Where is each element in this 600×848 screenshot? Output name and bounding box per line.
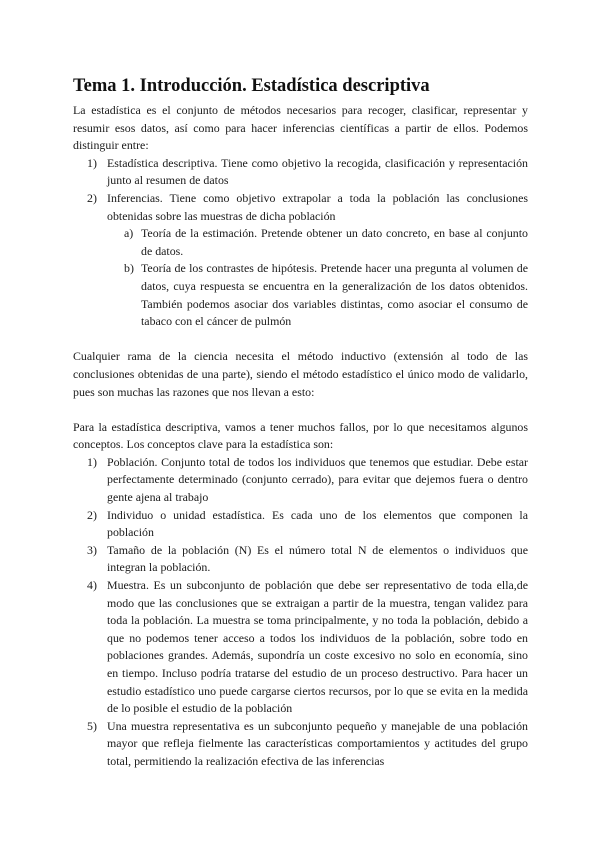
- list-item: [73, 577, 528, 718]
- list-item: [107, 260, 528, 330]
- list-item-text: Inferencias. Tiene como objetivo extrapolar a toda la población las conclusiones obtenidas sobre las muestras de dicha población: [107, 190, 528, 223]
- list-item-text: Teoría de los contrastes de hipótesis. Pretende hacer una pregunta al volumen de datos, cuya respuesta se encuentra en la generalización de los datos obtenidos. También podemos asociar dos variables distintas, como asociar el consumo de tabaco con el cáncer de pulmón: [141, 261, 528, 329]
- spacer: [73, 401, 528, 419]
- branches-list: [73, 155, 528, 331]
- list-item: [73, 718, 528, 771]
- list-number: 2): [87, 190, 97, 205]
- list-item-text: Muestra. Es un subconjunto de población que debe ser representativo de toda ella,de modo que las conclusiones que se extraigan a partir de la muestra, tengan validez para toda la población. La muestra se toma principalmente, y no toda la población, debido a que no podemos tener acceso a todos los individuos de la población, sobre todo en poblaciones grandes. Además, supondría un coste excesivo no solo en economía, sino en tiempo. Incluso podría tratarse del estudio de un proceso destructivo. Para hacer un estudio estadístico uno puede cargarse ciertos recursos, por lo que se evita en la medida de lo posible el estudio de la población: [107, 578, 528, 716]
- inference-types-list: [107, 225, 528, 331]
- key-concepts-paragraph: Para la estadística descriptiva, vamos a tener muchos fallos, por lo que necesitamos algunos conceptos. Los conceptos clave para la estadística son:: [73, 419, 528, 452]
- list-item-text: Estadística descriptiva. Tiene como objetivo la recogida, clasificación y representación junto al resumen de datos: [107, 155, 528, 188]
- spacer: [73, 331, 528, 349]
- list-item: [73, 542, 528, 577]
- list-number: 1): [87, 454, 97, 469]
- document-page: [73, 74, 528, 771]
- list-letter: a): [124, 226, 134, 241]
- list-item: [107, 225, 528, 260]
- list-item: [73, 190, 528, 331]
- list-number: 1): [87, 155, 97, 170]
- list-number: 5): [87, 718, 97, 733]
- list-number: 3): [87, 542, 97, 557]
- list-item-text: Una muestra representativa es un subconjunto pequeño y manejable de una población mayor que refleja fielmente las características comportamientos y actitudes del grupo total, permitiendo la realización efectiva de las inferencias: [107, 718, 528, 768]
- page-title: Tema 1. Introducción. Estadística descriptiva: [73, 76, 430, 96]
- list-item: [73, 507, 528, 542]
- intro-paragraph: La estadística es el conjunto de métodos necesarios para recoger, clasificar, representar y resumir esos datos, así como para hacer inferencias científicas a partir de ellos. Podemos distinguir entre:: [73, 103, 528, 153]
- list-item-text: Tamaño de la población (N) Es el número total N de elementos o individuos que integran la población.: [107, 542, 528, 575]
- list-item: [73, 155, 528, 190]
- inductive-method-paragraph: Cualquier rama de la ciencia necesita el método inductivo (extensión al todo de las conclusiones obtenidas de una parte), siendo el método estadístico el único modo de validarlo, pues son muchas las razones que nos llevan a esto:: [73, 349, 528, 399]
- concepts-list: [73, 454, 528, 771]
- list-item: [73, 454, 528, 507]
- list-item-text: Población. Conjunto total de todos los individuos que tenemos que estudiar. Debe estar perfectamente determinado (conjunto cerrado), para evitar que dejemos fuera o dentro gente ajena al trabajo: [107, 454, 528, 505]
- list-number: 4): [87, 578, 97, 593]
- list-letter: b): [124, 261, 134, 276]
- list-number: 2): [87, 507, 97, 522]
- list-item-text: Individuo o unidad estadística. Es cada uno de los elementos que componen la población: [107, 507, 528, 540]
- list-item-text: Teoría de la estimación. Pretende obtener un dato concreto, en base al conjunto de datos.: [141, 226, 528, 258]
